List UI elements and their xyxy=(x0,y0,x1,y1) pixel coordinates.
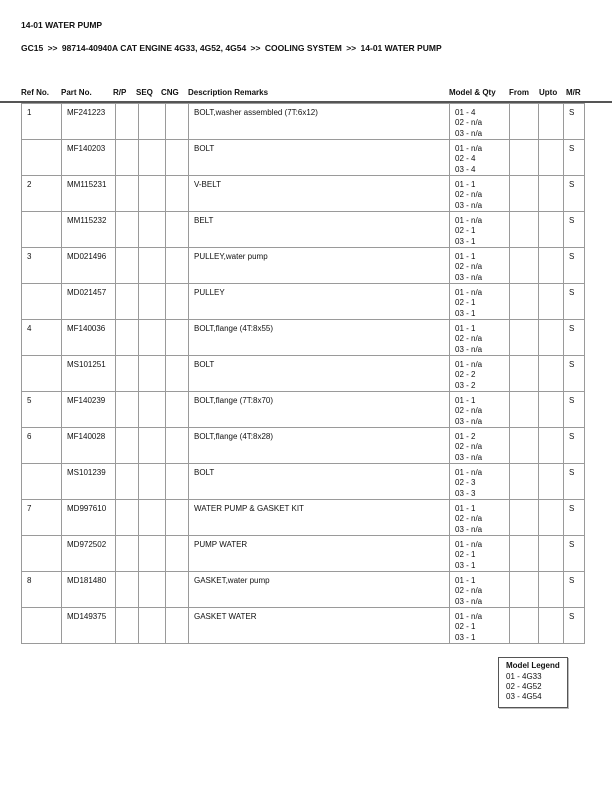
mr-cell: S xyxy=(564,356,585,392)
column-header-model-qty: Model & Qty xyxy=(449,88,496,97)
upto-cell xyxy=(539,572,564,608)
breadcrumb-item-model[interactable]: GC15 xyxy=(21,43,44,53)
mr-cell: S xyxy=(564,284,585,320)
description-cell: WATER PUMP & GASKET KIT xyxy=(189,500,450,536)
table-row[interactable] xyxy=(22,176,585,212)
model-qty-line: 03 - 1 xyxy=(455,632,476,642)
model-qty-line: 03 - n/a xyxy=(455,344,483,354)
model-qty-line: 03 - 4 xyxy=(455,164,476,174)
ref-no-cell: 2 xyxy=(22,176,62,212)
ref-no-cell xyxy=(22,608,62,644)
model-qty-line: 01 - 2 xyxy=(455,432,476,441)
rp-cell xyxy=(116,248,139,284)
breadcrumb-item-engine[interactable]: 98714-40940A CAT ENGINE 4G33, 4G52, 4G54 xyxy=(61,43,247,53)
model-qty-cell xyxy=(450,140,510,176)
upto-cell xyxy=(539,356,564,392)
cng-cell xyxy=(166,356,189,392)
model-qty-line: 02 - n/a xyxy=(455,442,483,452)
table-row[interactable] xyxy=(22,212,585,248)
model-qty-line: 01 - 1 xyxy=(455,324,476,333)
part-no-cell[interactable]: MF140239 xyxy=(62,392,116,428)
model-qty-cell xyxy=(450,176,510,212)
model-qty-line: 01 - n/a xyxy=(455,216,483,225)
ref-no-cell: 8 xyxy=(22,572,62,608)
from-cell xyxy=(510,248,539,284)
part-no-cell[interactable]: MF241223 xyxy=(62,104,116,140)
model-qty-line: 03 - n/a xyxy=(455,272,483,282)
mr-cell: S xyxy=(564,536,585,572)
seq-cell xyxy=(139,248,166,284)
from-cell xyxy=(510,608,539,644)
cng-cell xyxy=(166,500,189,536)
breadcrumb-item-system[interactable]: COOLING SYSTEM xyxy=(264,43,342,53)
model-qty-line: 01 - 4 xyxy=(455,108,476,117)
from-cell xyxy=(510,572,539,608)
upto-cell xyxy=(539,212,564,248)
description-cell: BOLT,flange (4T:8x28) xyxy=(189,428,450,464)
part-no-cell[interactable]: MD181480 xyxy=(62,572,116,608)
ref-no-cell: 7 xyxy=(22,500,62,536)
model-qty-line: 03 - 3 xyxy=(455,488,476,498)
cng-cell xyxy=(166,176,189,212)
model-qty-line: 03 - n/a xyxy=(455,596,483,606)
upto-cell xyxy=(539,428,564,464)
model-qty-line: 01 - n/a xyxy=(455,288,483,297)
rp-cell xyxy=(116,572,139,608)
table-row[interactable] xyxy=(22,392,585,428)
part-no-cell[interactable]: MF140036 xyxy=(62,320,116,356)
model-qty-line: 03 - 2 xyxy=(455,380,476,390)
model-qty-line: 03 - 1 xyxy=(455,308,476,318)
from-cell xyxy=(510,104,539,140)
table-row[interactable] xyxy=(22,356,585,392)
mr-cell: S xyxy=(564,392,585,428)
description-cell: BOLT,washer assembled (7T:6x12) xyxy=(189,104,450,140)
model-qty-cell xyxy=(450,212,510,248)
model-qty-line: 03 - n/a xyxy=(455,416,483,426)
seq-cell xyxy=(139,104,166,140)
mr-cell: S xyxy=(564,104,585,140)
model-qty-line: 02 - 1 xyxy=(455,226,476,236)
description-cell: GASKET,water pump xyxy=(189,572,450,608)
ref-no-cell: 3 xyxy=(22,248,62,284)
upto-cell xyxy=(539,392,564,428)
rp-cell xyxy=(116,392,139,428)
upto-cell xyxy=(539,464,564,500)
seq-cell xyxy=(139,284,166,320)
description-cell: BOLT xyxy=(189,356,450,392)
model-qty-cell xyxy=(450,536,510,572)
seq-cell xyxy=(139,500,166,536)
part-no-cell[interactable]: MD021496 xyxy=(62,248,116,284)
rp-cell xyxy=(116,140,139,176)
part-no-cell[interactable]: MF140203 xyxy=(62,140,116,176)
ref-no-cell xyxy=(22,140,62,176)
model-qty-line: 02 - n/a xyxy=(455,514,483,524)
table-row[interactable] xyxy=(22,284,585,320)
model-legend-item: 02 - 4G52 xyxy=(506,682,542,692)
column-header-upto: Upto xyxy=(539,88,558,97)
part-no-cell[interactable]: MS101251 xyxy=(62,356,116,392)
part-no-cell[interactable]: MM115231 xyxy=(62,176,116,212)
from-cell xyxy=(510,428,539,464)
table-row[interactable] xyxy=(22,500,585,536)
table-row[interactable] xyxy=(22,320,585,356)
cng-cell xyxy=(166,392,189,428)
description-cell: BOLT xyxy=(189,464,450,500)
from-cell xyxy=(510,320,539,356)
model-qty-cell xyxy=(450,572,510,608)
model-qty-cell xyxy=(450,608,510,644)
seq-cell xyxy=(139,320,166,356)
rp-cell xyxy=(116,536,139,572)
cng-cell xyxy=(166,464,189,500)
model-qty-line: 02 - 4 xyxy=(455,154,476,164)
model-qty-cell xyxy=(450,284,510,320)
mr-cell: S xyxy=(564,572,585,608)
seq-cell xyxy=(139,428,166,464)
model-qty-line: 02 - n/a xyxy=(455,190,483,200)
upto-cell xyxy=(539,176,564,212)
ref-no-cell xyxy=(22,356,62,392)
model-qty-cell xyxy=(450,248,510,284)
cng-cell xyxy=(166,284,189,320)
model-legend-title: Model Legend xyxy=(506,661,560,670)
model-qty-line: 01 - n/a xyxy=(455,360,483,369)
model-qty-line: 01 - 1 xyxy=(455,180,476,189)
model-qty-cell xyxy=(450,392,510,428)
cng-cell xyxy=(166,104,189,140)
model-qty-line: 03 - 1 xyxy=(455,560,476,570)
table-row[interactable] xyxy=(22,248,585,284)
from-cell xyxy=(510,392,539,428)
table-row[interactable] xyxy=(22,104,585,140)
rp-cell xyxy=(116,104,139,140)
part-no-cell[interactable]: MD149375 xyxy=(62,608,116,644)
model-qty-line: 01 - n/a xyxy=(455,540,483,549)
breadcrumb-item-current: 14-01 WATER PUMP xyxy=(360,43,442,53)
upto-cell xyxy=(539,140,564,176)
cng-cell xyxy=(166,608,189,644)
model-qty-cell xyxy=(450,320,510,356)
upto-cell xyxy=(539,500,564,536)
model-qty-line: 01 - 1 xyxy=(455,396,476,405)
upto-cell xyxy=(539,320,564,356)
ref-no-cell: 4 xyxy=(22,320,62,356)
model-qty-line: 02 - 2 xyxy=(455,370,476,380)
column-header-from: From xyxy=(509,88,529,97)
ref-no-cell: 5 xyxy=(22,392,62,428)
rp-cell xyxy=(116,356,139,392)
cng-cell xyxy=(166,212,189,248)
rp-cell xyxy=(116,284,139,320)
rp-cell xyxy=(116,320,139,356)
rp-cell xyxy=(116,176,139,212)
model-qty-cell xyxy=(450,428,510,464)
description-cell: PUMP WATER xyxy=(189,536,450,572)
model-legend-item: 03 - 4G54 xyxy=(506,692,542,702)
model-qty-line: 01 - 1 xyxy=(455,252,476,261)
ref-no-cell: 1 xyxy=(22,104,62,140)
model-qty-line: 02 - n/a xyxy=(455,334,483,344)
from-cell xyxy=(510,464,539,500)
column-header-ref-no: Ref No. xyxy=(21,88,49,97)
description-cell: BOLT,flange (7T:8x70) xyxy=(189,392,450,428)
model-qty-cell xyxy=(450,500,510,536)
cng-cell xyxy=(166,536,189,572)
description-cell: GASKET WATER xyxy=(189,608,450,644)
model-qty-line: 03 - n/a xyxy=(455,524,483,534)
mr-cell: S xyxy=(564,176,585,212)
model-legend-item: 01 - 4G33 xyxy=(506,672,542,681)
breadcrumb-separator: >> xyxy=(47,43,58,53)
seq-cell xyxy=(139,176,166,212)
model-qty-line: 03 - n/a xyxy=(455,128,483,138)
from-cell xyxy=(510,536,539,572)
model-qty-line: 01 - 1 xyxy=(455,504,476,513)
upto-cell xyxy=(539,248,564,284)
model-legend xyxy=(498,657,568,708)
mr-cell: S xyxy=(564,464,585,500)
model-qty-line: 01 - n/a xyxy=(455,144,483,153)
page-title: 14-01 WATER PUMP xyxy=(21,20,103,30)
model-qty-cell xyxy=(450,356,510,392)
model-qty-line: 01 - n/a xyxy=(455,468,483,477)
column-header-description: Description Remarks xyxy=(188,88,269,97)
ref-no-cell xyxy=(22,212,62,248)
upto-cell xyxy=(539,608,564,644)
from-cell xyxy=(510,500,539,536)
from-cell xyxy=(510,284,539,320)
part-no-cell[interactable]: MS101239 xyxy=(62,464,116,500)
rp-cell xyxy=(116,464,139,500)
parts-table xyxy=(21,103,585,644)
seq-cell xyxy=(139,356,166,392)
model-qty-line: 01 - 1 xyxy=(455,576,476,585)
rp-cell xyxy=(116,608,139,644)
seq-cell xyxy=(139,212,166,248)
from-cell xyxy=(510,140,539,176)
model-qty-line: 03 - 1 xyxy=(455,236,476,246)
column-header-seq: SEQ xyxy=(136,88,153,97)
breadcrumb-separator: >> xyxy=(346,43,357,53)
model-qty-line: 02 - 3 xyxy=(455,478,476,488)
model-qty-line: 02 - 1 xyxy=(455,550,476,560)
upto-cell xyxy=(539,104,564,140)
description-cell: BOLT xyxy=(189,140,450,176)
seq-cell xyxy=(139,392,166,428)
part-no-cell[interactable]: MD997610 xyxy=(62,500,116,536)
rp-cell xyxy=(116,500,139,536)
model-qty-line: 01 - n/a xyxy=(455,612,483,621)
seq-cell xyxy=(139,572,166,608)
cng-cell xyxy=(166,428,189,464)
model-qty-line: 02 - 1 xyxy=(455,622,476,632)
from-cell xyxy=(510,212,539,248)
table-row[interactable] xyxy=(22,608,585,644)
description-cell: BOLT,flange (4T:8x55) xyxy=(189,320,450,356)
ref-no-cell: 6 xyxy=(22,428,62,464)
upto-cell xyxy=(539,284,564,320)
part-no-cell[interactable]: MF140028 xyxy=(62,428,116,464)
ref-no-cell xyxy=(22,536,62,572)
table-column-headers xyxy=(0,88,612,100)
table-row[interactable] xyxy=(22,572,585,608)
model-qty-line: 02 - n/a xyxy=(455,586,483,596)
model-qty-cell xyxy=(450,464,510,500)
mr-cell: S xyxy=(564,320,585,356)
ref-no-cell xyxy=(22,284,62,320)
rp-cell xyxy=(116,428,139,464)
ref-no-cell xyxy=(22,464,62,500)
description-cell: BELT xyxy=(189,212,450,248)
seq-cell xyxy=(139,464,166,500)
mr-cell: S xyxy=(564,500,585,536)
model-qty-cell xyxy=(450,104,510,140)
table-row[interactable] xyxy=(22,536,585,572)
seq-cell xyxy=(139,536,166,572)
from-cell xyxy=(510,176,539,212)
table-row[interactable] xyxy=(22,140,585,176)
part-no-cell[interactable]: MD021457 xyxy=(62,284,116,320)
upto-cell xyxy=(539,536,564,572)
breadcrumb xyxy=(21,43,442,53)
mr-cell: S xyxy=(564,248,585,284)
cng-cell xyxy=(166,572,189,608)
model-qty-line: 02 - n/a xyxy=(455,262,483,272)
column-header-part-no: Part No. xyxy=(61,88,92,97)
description-cell: PULLEY,water pump xyxy=(189,248,450,284)
model-qty-line: 02 - 1 xyxy=(455,298,476,308)
rp-cell xyxy=(116,212,139,248)
mr-cell: S xyxy=(564,608,585,644)
seq-cell xyxy=(139,608,166,644)
model-qty-line: 02 - n/a xyxy=(455,118,483,128)
column-header-mr: M/R xyxy=(566,88,581,97)
cng-cell xyxy=(166,320,189,356)
description-cell: PULLEY xyxy=(189,284,450,320)
column-header-cng: CNG xyxy=(161,88,179,97)
description-cell: V-BELT xyxy=(189,176,450,212)
cng-cell xyxy=(166,248,189,284)
model-qty-line: 02 - n/a xyxy=(455,406,483,416)
seq-cell xyxy=(139,140,166,176)
from-cell xyxy=(510,356,539,392)
table-row[interactable] xyxy=(22,428,585,464)
model-qty-line: 03 - n/a xyxy=(455,200,483,210)
part-no-cell[interactable]: MM115232 xyxy=(62,212,116,248)
mr-cell: S xyxy=(564,428,585,464)
part-no-cell[interactable]: MD972502 xyxy=(62,536,116,572)
mr-cell: S xyxy=(564,140,585,176)
model-qty-line: 03 - n/a xyxy=(455,452,483,462)
table-row[interactable] xyxy=(22,464,585,500)
mr-cell: S xyxy=(564,212,585,248)
column-header-rp: R/P xyxy=(113,88,127,97)
cng-cell xyxy=(166,140,189,176)
breadcrumb-separator: >> xyxy=(250,43,261,53)
